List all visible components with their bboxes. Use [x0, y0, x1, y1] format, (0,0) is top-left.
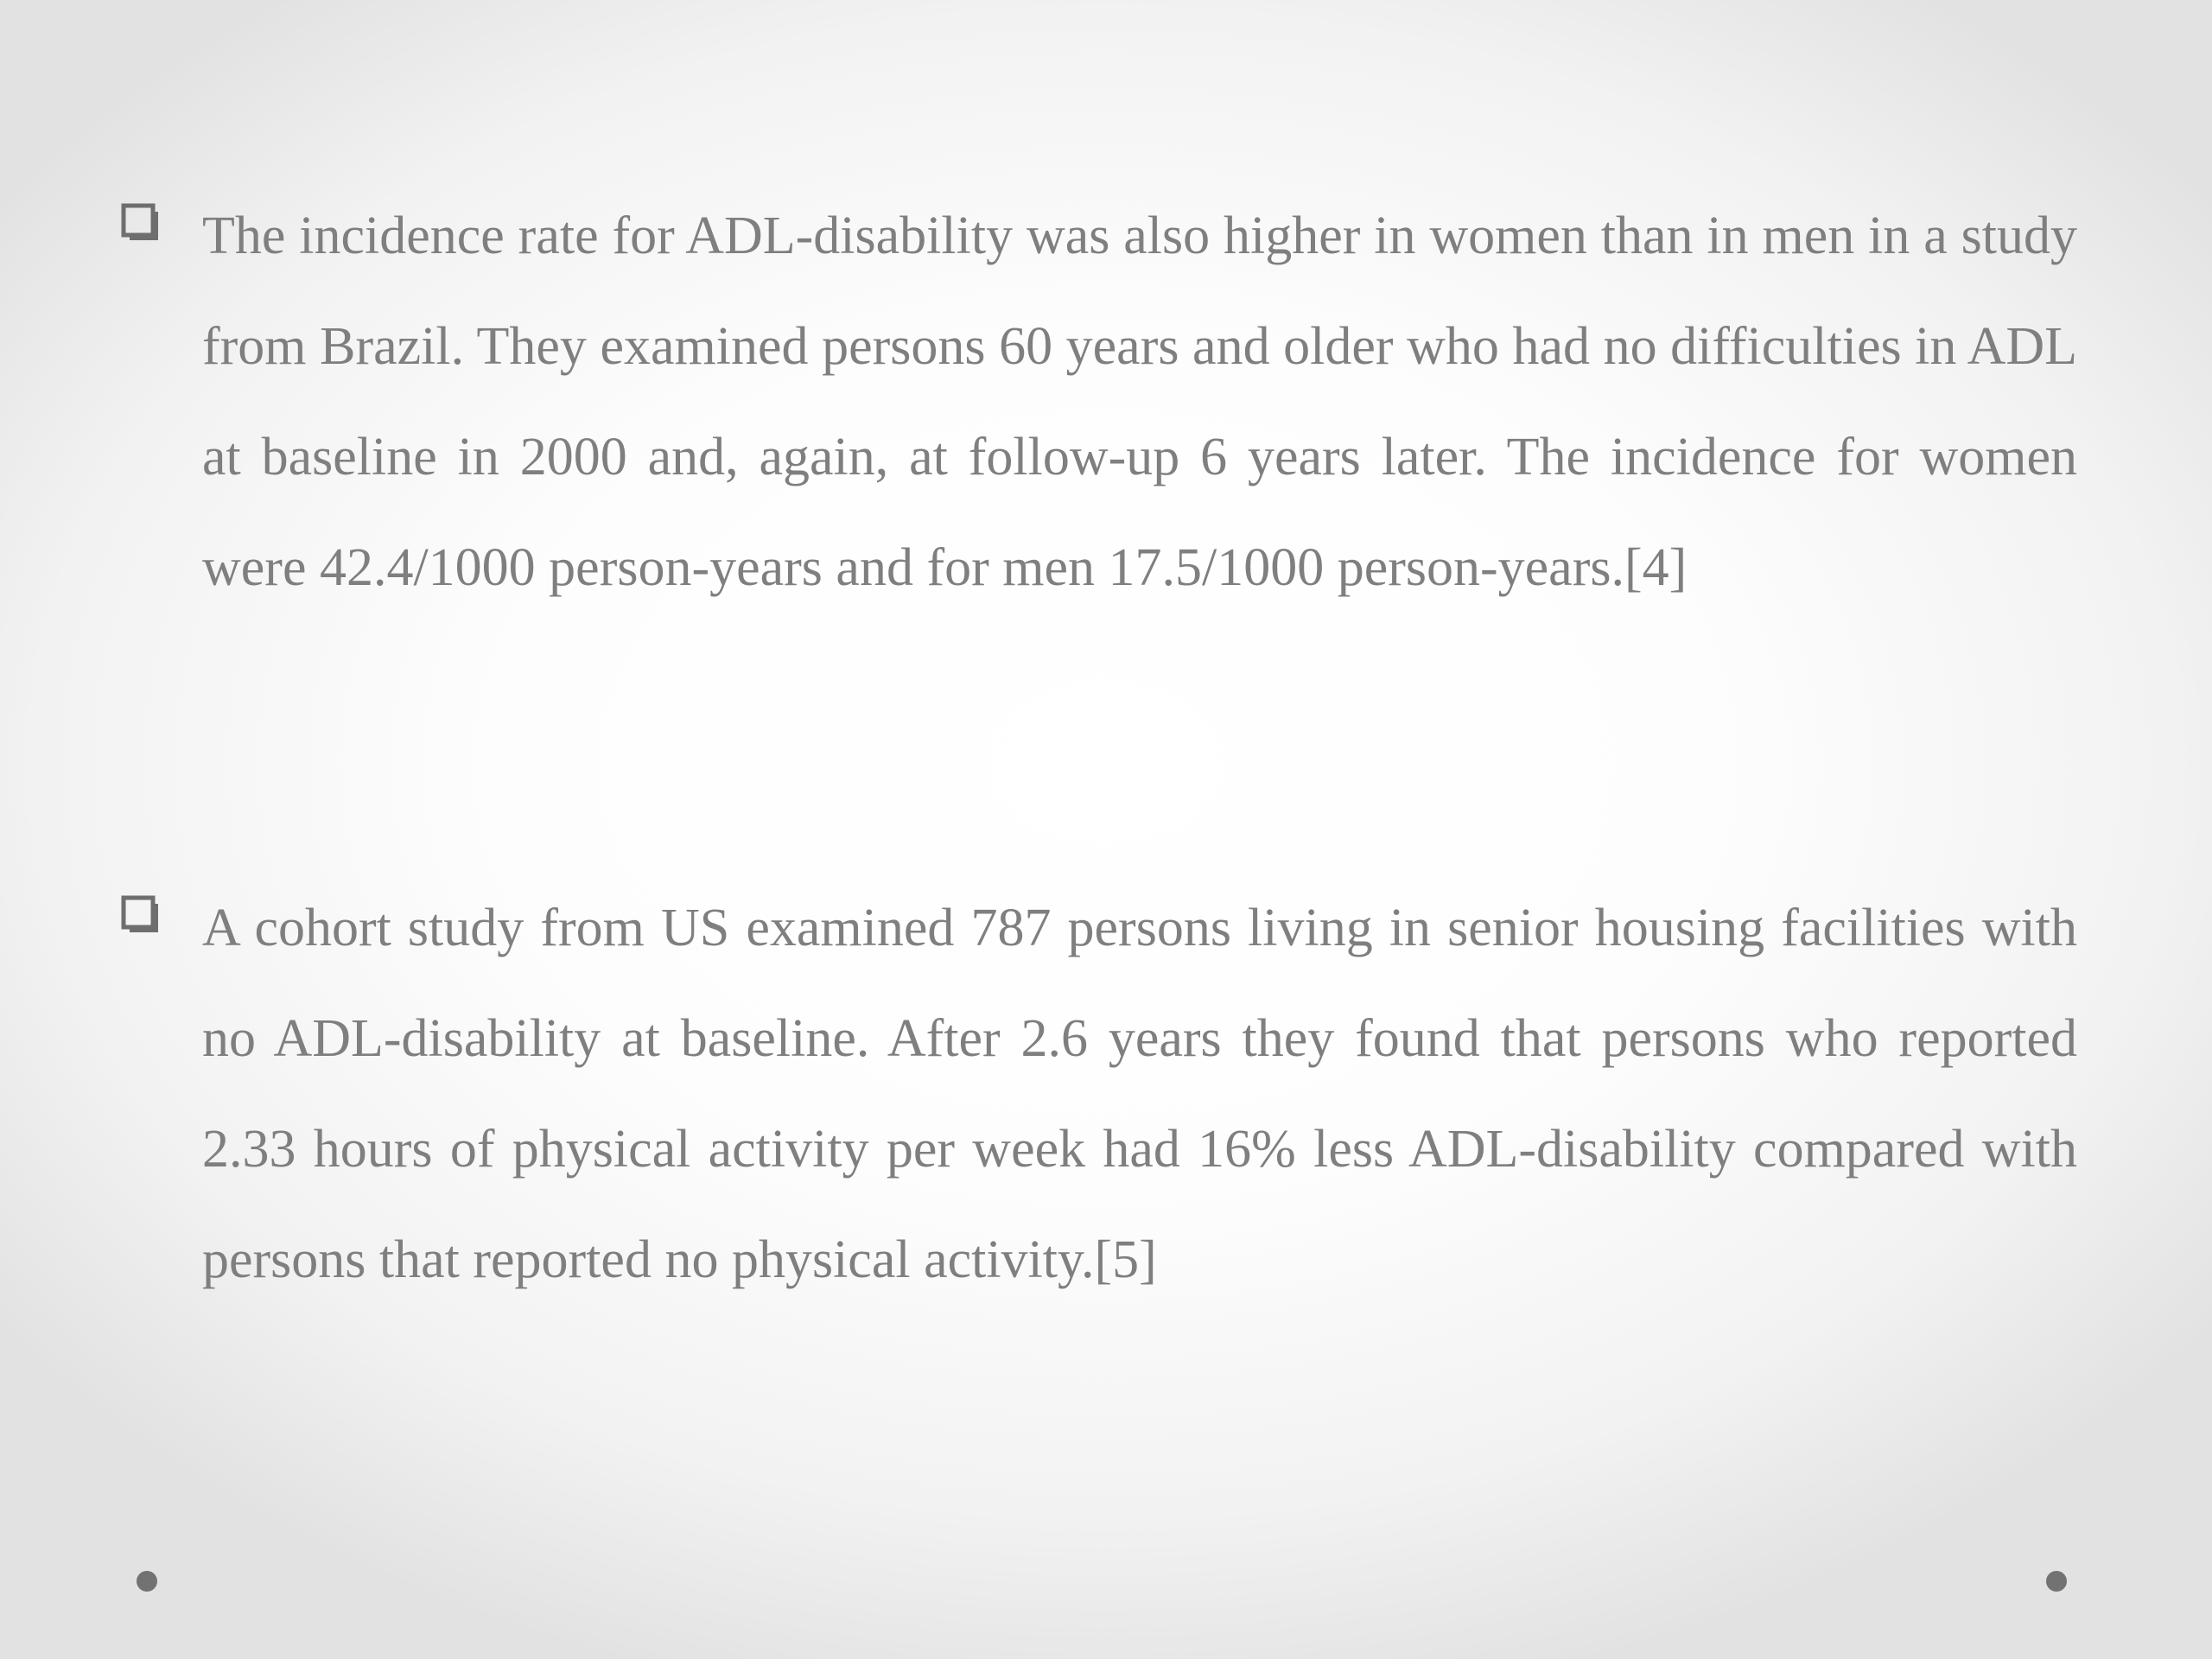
bullet-text: A cohort study from US examined 787 persons living in senior housing facilities with no ADL-disability at baseline. After 2.6 years they found that persons who reported 2.33 hours of physical activity per week had 16% less ADL-disability compared with persons that reported no physical activity.[5]: [202, 899, 2077, 1289]
bullet-item-incidence-brazil: [121, 181, 2077, 623]
checkbox-icon: [121, 895, 162, 937]
checkbox-icon: [121, 203, 162, 245]
bullet-text: The incidence rate for ADL-disability was also higher in women than in men in a study from Brazil. They examined persons 60 years and older who had no difficulties in ADL at baseline in 2000 and, again, at follow-up 6 years later. The incidence for women were 42.4/1000 person-years and for men 17.5/1000 person-years.[4]: [202, 207, 2077, 597]
bullet-item-cohort-us: [121, 873, 2077, 1315]
corner-dot-left: [137, 1571, 157, 1592]
corner-dot-right: [2046, 1571, 2067, 1592]
